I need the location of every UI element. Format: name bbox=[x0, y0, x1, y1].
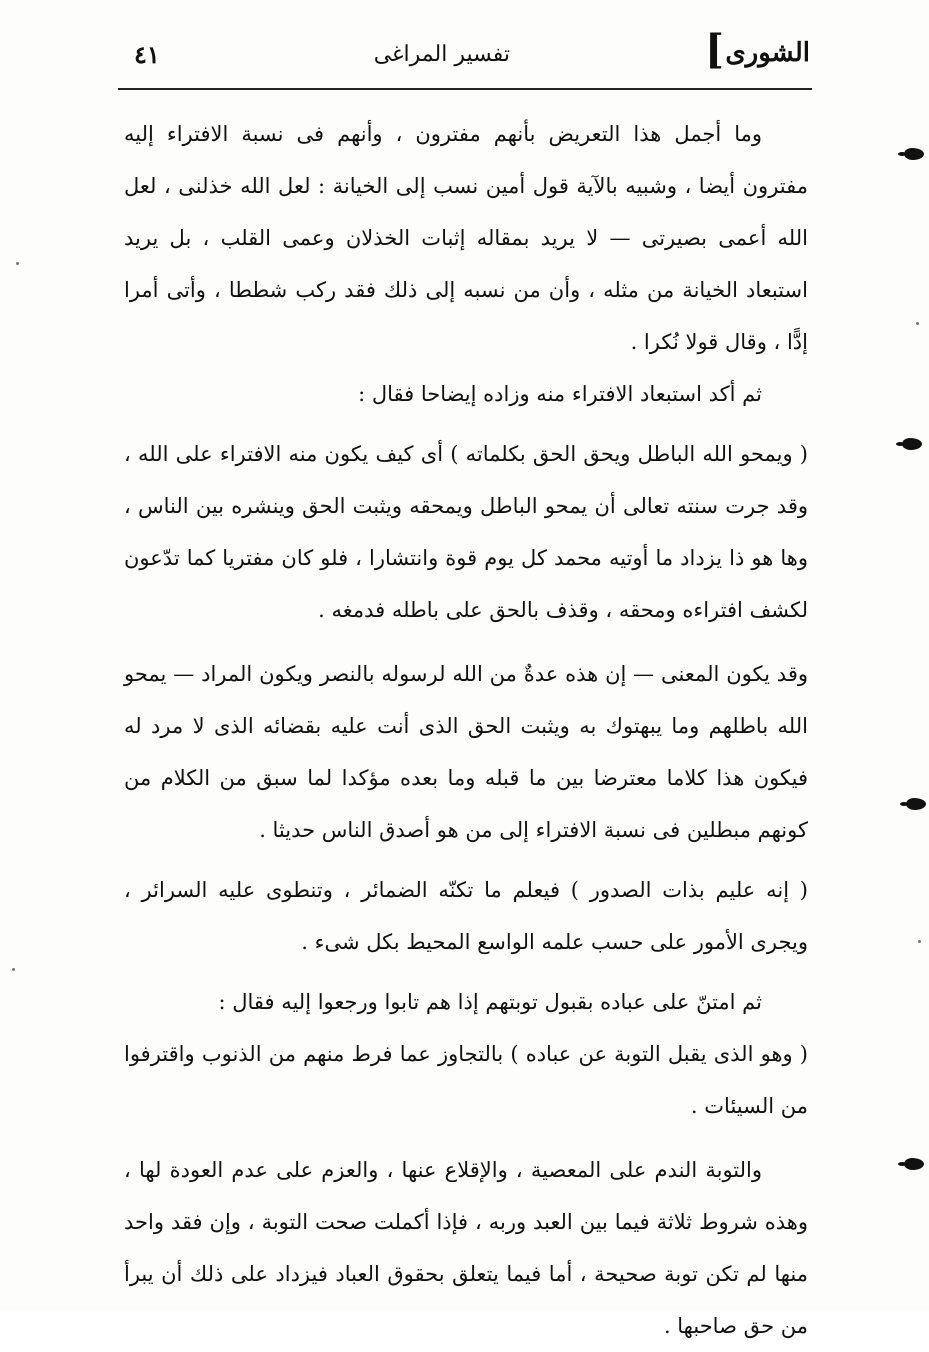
page-header bbox=[120, 26, 810, 84]
paragraph-6: ثم امتنّ على عباده بقبول توبتهم إذا هم تابوا ورجعوا إليه فقال : bbox=[218, 990, 762, 1014]
paragraph-5: ( إنه عليم بذات الصدور ) فيعلم ما تكنّه الضمائر ، وتنطوى عليه السرائر ، ويجرى الأمور على حسب علمه الواسع المحيط بكل شىء . bbox=[124, 878, 808, 954]
speck-1 bbox=[16, 262, 19, 265]
paragraph-7: ( وهو الذى يقبل التوبة عن عباده ) بالتجاوز عما فرط منهم من الذنوب واقترفوا من السيئات . bbox=[124, 1042, 808, 1118]
header-bracket: ] bbox=[705, 26, 724, 73]
surah-name: الشورى bbox=[725, 38, 810, 68]
margin-mark-1 bbox=[904, 148, 924, 160]
page-number: ٤١ bbox=[134, 40, 160, 69]
book-title: تفسير المراغى bbox=[373, 42, 510, 67]
speck-2 bbox=[12, 968, 15, 971]
margin-mark-2 bbox=[902, 438, 922, 450]
paragraph-2: ثم أكد استبعاد الافتراء منه وزاده إيضاحا فقال : bbox=[358, 382, 762, 406]
paragraph-4: وقد يكون المعنى — إن هذه عدةٌ من الله لرسوله بالنصر ويكون المراد — يمحو الله باطلهم وما يبهتوك به ويثبت الحق الذى أنت عليه بقضائه الذى لا مرد له فيكون هذا كلاما معترضا بين ما قبله وما بعده مؤكدا لما سبق من الكلام من كونهم مبطلين فى نسبة الافتراء إلى من هو أصدق الناس حديثا . bbox=[124, 662, 808, 842]
header-divider bbox=[118, 88, 812, 90]
margin-mark-3 bbox=[906, 798, 926, 810]
speck-4 bbox=[918, 940, 921, 943]
paragraph-8: والتوبة الندم على المعصية ، والإقلاع عنها ، والعزم على عدم العودة لها ، وهذه شروط ثلاثة فيما بين العبد وربه ، فإذا أكملت صحت التوبة ، وإن فقد واحد منها لم تكن توبة صحيحة ، أما فيما يتعلق بحقوق العباد فيزداد على ذلك أن يبرأ من حق صاحبها . bbox=[124, 1158, 808, 1338]
page-body bbox=[124, 108, 808, 1352]
paragraph-1: وما أجمل هذا التعريض بأنهم مفترون ، وأنهم فى نسبة الافتراء إليه مفترون أيضا ، وشبيه بالآية قول أمين نسب إلى الخيانة : لعل الله خذلنى ، لعل الله أعمى بصيرتى — لا يريد بمقاله إثبات الخذلان وعمى القلب ، بل يريد استبعاد الخيانة من مثله ، وأن من نسبه إلى ذلك فقد ركب شططا ، وأتى أمرا إدًّا ، وقال قولا نُكرا . bbox=[124, 122, 808, 354]
paragraph-3: ( ويمحو الله الباطل ويحق الحق بكلماته ) أى كيف يكون منه الافتراء على الله ، وقد جرت سنته تعالى أن يمحو الباطل ويمحقه ويثبت الحق وينشره بين الناس ، وها هو ذا يزداد ما أوتيه محمد كل يوم قوة وانتشارا ، فلو كان مفتريا كما تدّعون لكشف افتراءه ومحقه ، وقذف بالحق على باطله فدمغه . bbox=[124, 442, 808, 622]
speck-3 bbox=[916, 322, 919, 325]
margin-mark-4 bbox=[904, 1158, 924, 1170]
